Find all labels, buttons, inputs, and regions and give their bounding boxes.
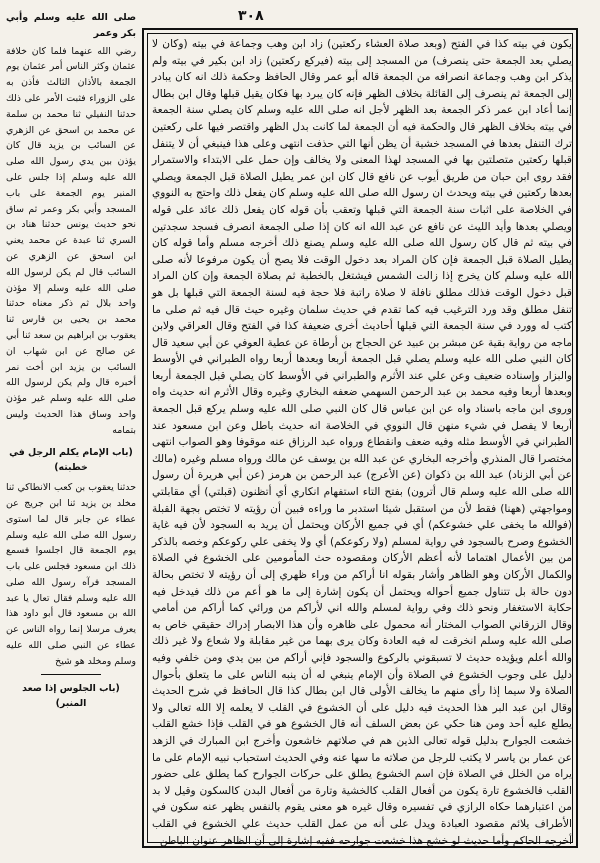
hadith-column	[6, 10, 136, 856]
hadith-block-1	[6, 44, 136, 439]
hadith-paragraph: حدثنا يعقوب بن كعب الانطاكي ثنا مخلد بن يزيد ثنا ابن جريج عن عطاء عن جابر قال لما استوى رسول الله صلى الله عليه وسلم يوم الجمعة قال اجلسوا فسمع ذلك ابن مسعود فجلس على باب المسجد فرآه رسول الله صلى الله عليه وسلم فقال تعال يا عبد الله بن مسعود قال أبو داود هذا يعرف مرسلا إنما رواه الناس عن عطاء عن النبي صلى الله عليه وسلم ومخلد هو شيخ	[6, 482, 136, 667]
section-divider	[41, 674, 101, 675]
hadith-column-header: صلى الله عليه وسلم وأبي بكر وعمر	[6, 12, 136, 39]
hadith-block-2	[6, 480, 136, 670]
commentary-paragraph: يكون في بيته كذا في الفتح (وبعد صلاة العشاء ركعتين) زاد ابن وهب وجماعة في بيته (وكان لا يصلي بعد الجمعة حتى ينصرف) من المسجد إلى بيته (فيركع ركعتين) زاد ابن بكير في بيته ولم يذكر ابن وهب وجماعة انصرافه من الجمعة قاله أبو عمر وقال الحافظ وحكمة ذلك انه كان يبادر إلى الجمعة ثم ينصرف إلى القائلة بخلاف الظهر فإنه كان يبرد بها فكان يقيل قبلها وقال ابن بطال إنما أعاد ابن عمر ذكر الجمعة بعد الظهر لأجل انه صلى الله عليه وسلم كان يصلي سنة الجمعة في بيته بخلاف الظهر قال والحكمة فيه أن الجمعة لما كانت بدل الظهر واقتصر فيها على ركعتين ترك التنفل بعدها في المسجد خشية أن يظن أنها التي حذفت انتهى وعلى هذا فينبغي أن لا يتنفل قبلها ركعتين متصلتين بها في المسجد لهذا المعنى ولا يخالف وإن حمل على الابتداء والاستمرار فقد روى ابن حبان من طريق أيوب عن نافع قال كان ابن عمر يطيل الصلاة قبل الجمعة ويصلي بعدها ركعتين في بيته ويحدث ان رسول الله صلى الله عليه وسلم كان يفعل ذلك واحتج به النووي في الخلاصة على اثبات سنة الجمعة التي قبلها وتعقب بأن قوله كان يفعل ذلك عائد على قوله ويصلي بعدها وأيد الليث عن نافع عن عبد الله انه كان إذا صلى الجمعة انصرف فسجد سجدتين في بيته ثم قال كان رسول الله صلى الله عليه وسلم يصنع ذلك أخرجه مسلم وأما قوله كان يطيل الصلاة قبل الجمعة فإن كان المراد بعد دخول الوقت فلا يصح أن يكون مرفوعا لأنه صلى الله عليه وسلم كان يخرج إذا زالت الشمس فيشتغل بالخطبة ثم بصلاة الجمعة وإن كان المراد قبل دخول الوقت فذلك مطلق نافلة لا صلاة راتبة فلا حجة فيه لسنة الجمعة التي قبلها بل هو تنفل مطلق وقد ورد الترغيب فيه كما تقدم في حديث سلمان وغيره حيث قال فيه ثم صلى ما كتب له وورد في سنة الجمعة التي قبلها أحاديث أخرى ضعيفة كذا في الفتح وقال العراقي ولابن ماجه من رواية بقية عن مبشر بن عبيد عن الحجاج بن أرطاة عن عطية العوفي عن أبي سعيد قال كان النبي صلى الله عليه وسلم يصلي قبل الجمعة أربعا وبعدها أربعا رواه الطبراني في الأوسط والبزار وإسناده ضعيف وعن علي عند الأثرم والطبراني في الأوسط كان يصلي قبل الجمعة أربعا وبعدها أربعا وفيه محمد بن عبد الرحمن السهمي ضعفه البخاري وغيره وقال الأثرم انه حديث واه وروى ابن ماجه باسناد واه عن ابن عباس قال كان النبي صلى الله عليه وسلم يركع قبل الجمعة أربعا لا يفصل في شيء منهن قال النووي في الخلاصة انه حديث باطل وعن ابن مسعود عند الطبراني في الأوسط مثله وفيه ضعف وانقطاع ورواه عبد الرزاق عنه موقوفا وهو الصواب انتهى مختصرا قال المنذري وأخرجه البخاري عن عبد الله بن يوسف عن مالك ورواه مسلم وغيره (مالك عن أبي الزناد) عبد الله بن ذكوان (عن الأعرج) عبد الرحمن بن هرمز (عن أبي هريرة أن رسول الله صلى الله عليه وسلم قال أترون) بفتح التاء استفهام انكاري أي أتظنون (قبلتي) أي مقابلتي ومواجهتي (ههنا) فقط لأن من استقبل شيئا استدبر ما وراءه فبين أن رؤيته لا تختص بجهة القبلة (فوالله ما يخفى علي خشوعكم) أي في جميع الأركان ويحتمل أن يريد به السجود لأن فيه غاية الخشوع وصرح بالسجود في رواية لمسلم (ولا ركوعكم) أي ولا يخفى علي ركوعكم وخصه بالذكر من بين الأعمال اهتماما لأنه أعظم الأركان ومقصوده حث المأمومين على الخشوع في الصلاة والكمال الأركان وهو الظاهر وأشار بقوله انا أراكم من وراء ظهري إلى أن رؤيته لا تختص بحالة دون حالة بل تتناول جميع أحواله ويحتمل أن يكون إشارة إلى ما هو أعم من ذلك فيدخل فيه حكاية الاستغفار ونحو ذلك وفي رواية لمسلم والله اني لأراكم من ورائي كما أراكم من أمامي وقال الزرقاني الصواب المختار أنه محمول على ظاهره وأن هذا الابصار إدراك حقيقي خاص به صلى الله عليه وسلم انخرقت له فيه العادة وكان يرى بهما من غير مقابلة ولا شعاع ولا غير ذلك والله أعلم ويؤيده حديث لا تسبقوني بالركوع والسجود فإني أراكم من بين يدي ومن خلفي وفيه دليل على وجوب الخشوع في الصلاة وأن الإمام ينبغي له أن ينبه الناس على ما يتعلق بأحوال الصلاة ولا سيما إذا رأى منهم ما يخالف الأولى قال ابن بطال كذا قال الحافظ في شرح الحديث وقال ابن عبد البر هذا الحديث فيه دليل على أن الخشوع في القلب لا يعلمه إلا الله تعالى ولا يطلع عليه أحد ومن هنا حكي عن بعض السلف أنه قال الخشوع هو في القلب فإذا خشع القلب خشعت الجوارح بدليل قوله تعالى الذين هم في صلاتهم خاشعون وأخرج ابن المبارك في الزهد عن عمار بن ياسر لا يكتب للرجل من صلاته ما سها عنه وفي الحديث استحباب نبيه الإمام على ما يراه من الخلل في الصلاة فإن اسم الخشوع يطلق على حركات الجوارح كما يطلق على حضور القلب فالخشوع تارة يكون من أفعال القلب كالخشية وتارة من أفعال البدن كالسكون وقيل لا بد من اعتبارهما حكاه الرازي في تفسيره وقال غيره هو معنى يقوم بالنفس يظهر عنه سكون في الأطراف يلائم مقصود العبادة ويدل على أنه من عمل القلب حديث علي الخشوع في القلب أخرجه الحاكم وأما حديث لو خشع هذا خشعت جوارحه ففيه إشارة إلى أن الظاهر عنوان الباطن	[152, 38, 572, 847]
chapter-heading: (باب الإمام يكلم الرجل في خطبته)	[9, 446, 133, 474]
commentary-column	[152, 36, 572, 847]
hadith-paragraph: رضي الله عنهما فلما كان خلافة عثمان وكثر الناس أمر عثمان يوم الجمعة بالأذان الثالث فأذن به على الزوراء فثبت الأمر على ذلك حدثنا النفيلي ثنا محمد بن سلمة عن محمد بن اسحق عن الزهري عن السائب بن يزيد قال كان يؤذن بين يدي رسول الله صلى الله عليه وسلم إذا جلس على المنبر يوم الجمعة على باب المسجد وأبي بكر وعمر ثم ساق نحو حديث يونس حدثنا هناد بن السري ثنا عبدة عن محمد يعني ابن اسحق عن الزهري عن السائب قال لم يكن لرسول الله صلى الله عليه وسلم إلا مؤذن واحد بلال ثم ذكر معناه حدثنا محمد بن يحيى بن فارس ثنا يعقوب بن ابراهيم بن سعد ثنا أبي عن صالح عن ابن شهاب ان السائب بن يزيد ابن أخت نمر أخبره قال ولم يكن لرسول الله صلى الله عليه وسلم غير مؤذن واحد وساق هذا الحديث وليس بتمامه	[6, 45, 136, 436]
page-number: ٣٠٨	[238, 8, 264, 24]
chapter-heading-footer: (باب الجلوس إذا صعد المنبر)	[22, 682, 120, 710]
